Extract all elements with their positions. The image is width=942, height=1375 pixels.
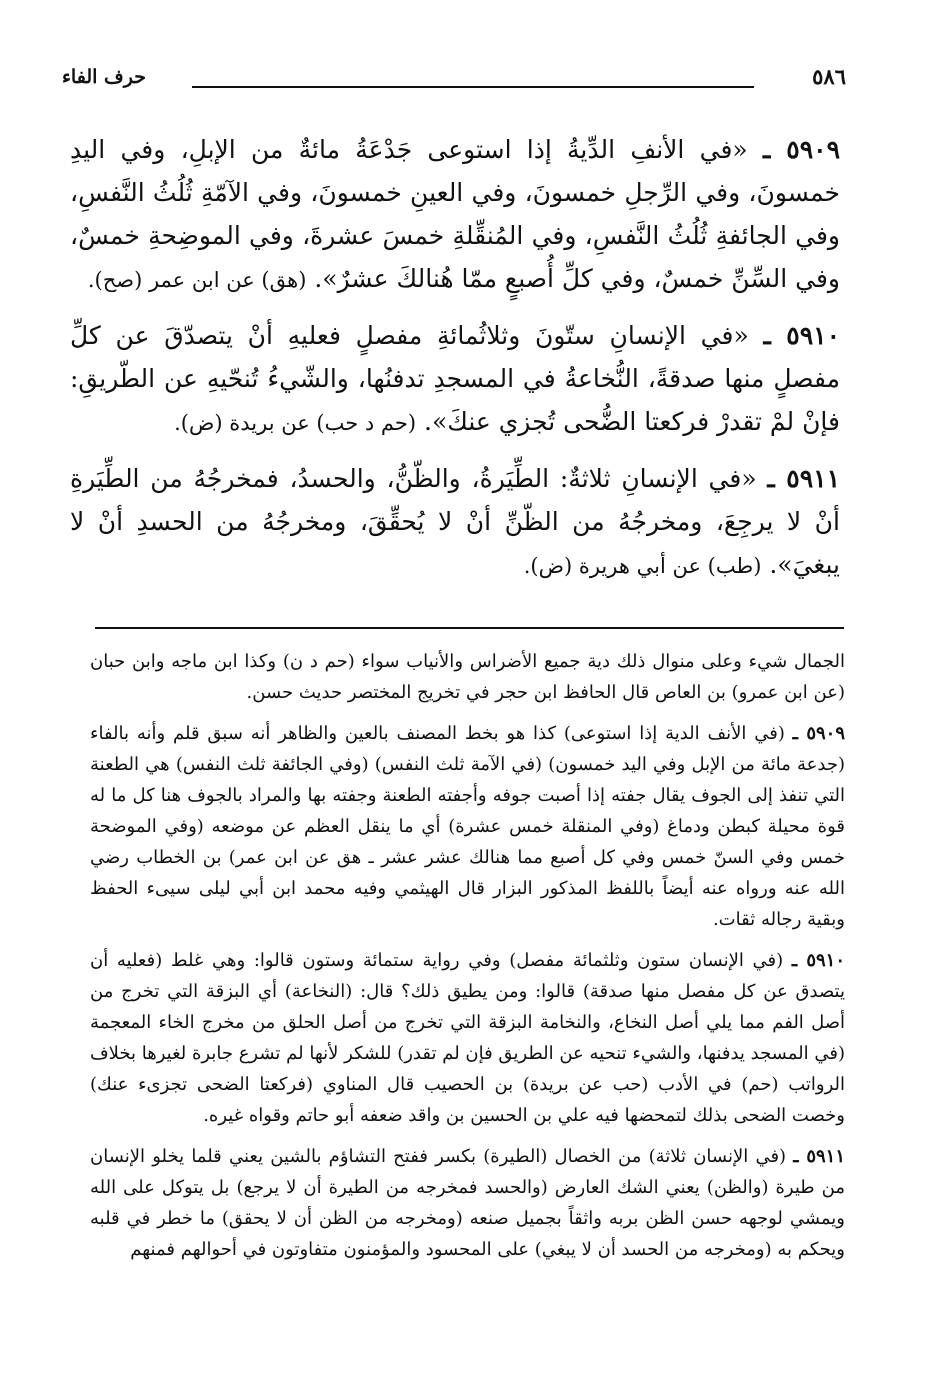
hadith-source: (هق) عن ابن عمر (صح).	[87, 268, 307, 292]
note-body: (في الأنف الدية إذا استوعى) كذا هو بخط المصنف بالعين والظاهر أنه سبق قلم وأنه بالفاء (جدعة مائة من الإبل وفي اليد خمسون) (في الآمة ثلث النفس) (وفي الجائفة ثلث النفس) هي الطعنة التي تنفذ إلى الجوف يقال جفته إذا أصبت جوفه وأجفته الطعنة وجفته بها والمراد بالجوف هنا كل ما له قوة محيلة كبطن ودماغ (وفي المنقلة خمس عشرة) أي ما ينقل العظم عن موضعه (وفي الموضحة خمس وفي السنّ خمس وفي كل أصبع مما هنالك عشر عشر ـ هق عن ابن عمر) بن الخطاب رضي الله عنه ورواه عنه أيضاً باللفظ المذكور البزار قال الهيثمي وفيه محمد ابن أبي ليلى سيىء الحفظ وبقية رجاله ثقات.	[90, 723, 845, 930]
hadith-body: «في الأنفِ الدِّيةُ إذا استوعى جَدْعَةُ مائةٌ من الإبلِ، وفي اليدِ خمسونَ، وفي الرِّجلِ خمسونَ، وفي العينِ خمسونَ، وفي الآمّةِ ثُلُثُ النَّفسِ، وفي الجائفةِ ثُلُثُ النَّفسِ، وفي المُنقِّلةِ خمسَ عشرةَ، وفي الموضِحةِ خمسٌ، وفي السِّنِّ خمسٌ، وفي كلِّ أُصبعٍ ممّا هُنالكَ عشرٌ».	[70, 135, 840, 293]
hadith-source: (طب) عن أبي هريرة (ض).	[523, 554, 762, 578]
page-header	[62, 62, 846, 102]
note-body: الجمال شيء وعلى منوال ذلك دية جميع الأضراس والأنياب سواء (حم د ن) وكذا ابن ماجه وابن حبان (عن ابن عمرو) بن العاص قال الحافظ ابن حجر في تخريج المختصر حديث حسن.	[90, 651, 845, 703]
commentary-note	[90, 945, 845, 1131]
hadith-number: ٥٩١٠ ـ	[763, 321, 841, 350]
hadith-entry	[70, 314, 840, 445]
header-rule	[192, 86, 754, 88]
hadith-source: (حم د حب) عن بريدة (ض).	[174, 411, 417, 435]
hadith-entry	[70, 457, 840, 588]
note-body: (في الإنسان ثلاثة) من الخصال (الطيرة) بكسر ففتح التشاؤم بالشين يعني قلما يخلو الإنسان من طيرة (والظن) يعني الشك العارض (والحسد فمخرجه من الطيرة أن لا يرجع) بل يتوكل على الله ويمشي لوجهه حسن الظن بربه واثقاً بجميل صنعه (ومخرجه من الظن أن لا يحقق) ما خطر في قلبه ويحكم به (ومخرجه من الحسد أن لا يبغي) على المحسود والمؤمنون متفاوتون في أحوالهم فمنهم	[90, 1146, 845, 1260]
hadith-text	[70, 128, 840, 600]
commentary	[90, 646, 845, 1275]
footnote-divider	[95, 627, 844, 629]
commentary-note	[90, 718, 845, 935]
hadith-number: ٥٩٠٩ ـ	[762, 135, 840, 164]
hadith-body: «في الإنسانِ ثلاثةٌ: الطِّيَرةُ، والظّنُّ، والحسدُ، فمخرجُهُ من الطِّيَرةِ أنْ لا يرجِعَ، ومخرجُهُ من الظّنِّ أنْ لا يُحقِّقَ، ومخرجُهُ من الحسدِ أنْ لا يبغيَ».	[70, 464, 840, 579]
hadith-number: ٥٩١١ ـ	[767, 464, 841, 493]
commentary-note	[90, 1141, 845, 1265]
note-number: ٥٩٠٩ ـ	[792, 723, 845, 744]
note-number: ٥٩١٠ ـ	[791, 950, 845, 971]
note-body: (في الإنسان ستون وثلثمائة مفصل) وفي رواية ستمائة وستون قالوا: وهي غلط (فعليه أن يتصدق عن كل مفصل منها صدقة) قالوا: ومن يطيق ذلك؟ قال: (النخاعة) أي البزقة التي تخرج من أصل الفم مما يلي أصل النخاع، والنخامة البزقة التي تخرج من أصل الحلق من مخرج الخاء المعجمة (في المسجد يدفنها، والشيء تنحيه عن الطريق فإن لم تقدر) للشكر لأنها لم تشرع جابرة لغيرها بخلاف الرواتب (حم) في الأدب (حب عن بريدة) بن الحصيب قال المناوي (فركعتا الضحى تجزىء عنك) وخصت الضحى بذلك لتمحضها فيه علي بن الحسين بن واقد ضعفه أبو حاتم وقواه غيره.	[90, 950, 845, 1126]
note-number: ٥٩١١ ـ	[793, 1146, 845, 1167]
hadith-entry	[70, 128, 840, 302]
hadith-body: «في الإنسانِ ستّونَ وثلاثُمائةِ مفصلٍ فعليهِ أنْ يتصدّقَ عن كلِّ مفصلٍ منها صدقةً، النُّخاعةُ في المسجدِ تدفنُها، والشّيءُ تُنحّيهِ عن الطّريقِ: فإنْ لمْ تقدرْ فركعتا الضُّحى تُجزي عنكَ».	[70, 321, 840, 436]
page-number: ٥٨٦	[812, 64, 846, 89]
chapter-title: حرف الفاء	[62, 66, 146, 88]
commentary-note	[90, 646, 845, 708]
